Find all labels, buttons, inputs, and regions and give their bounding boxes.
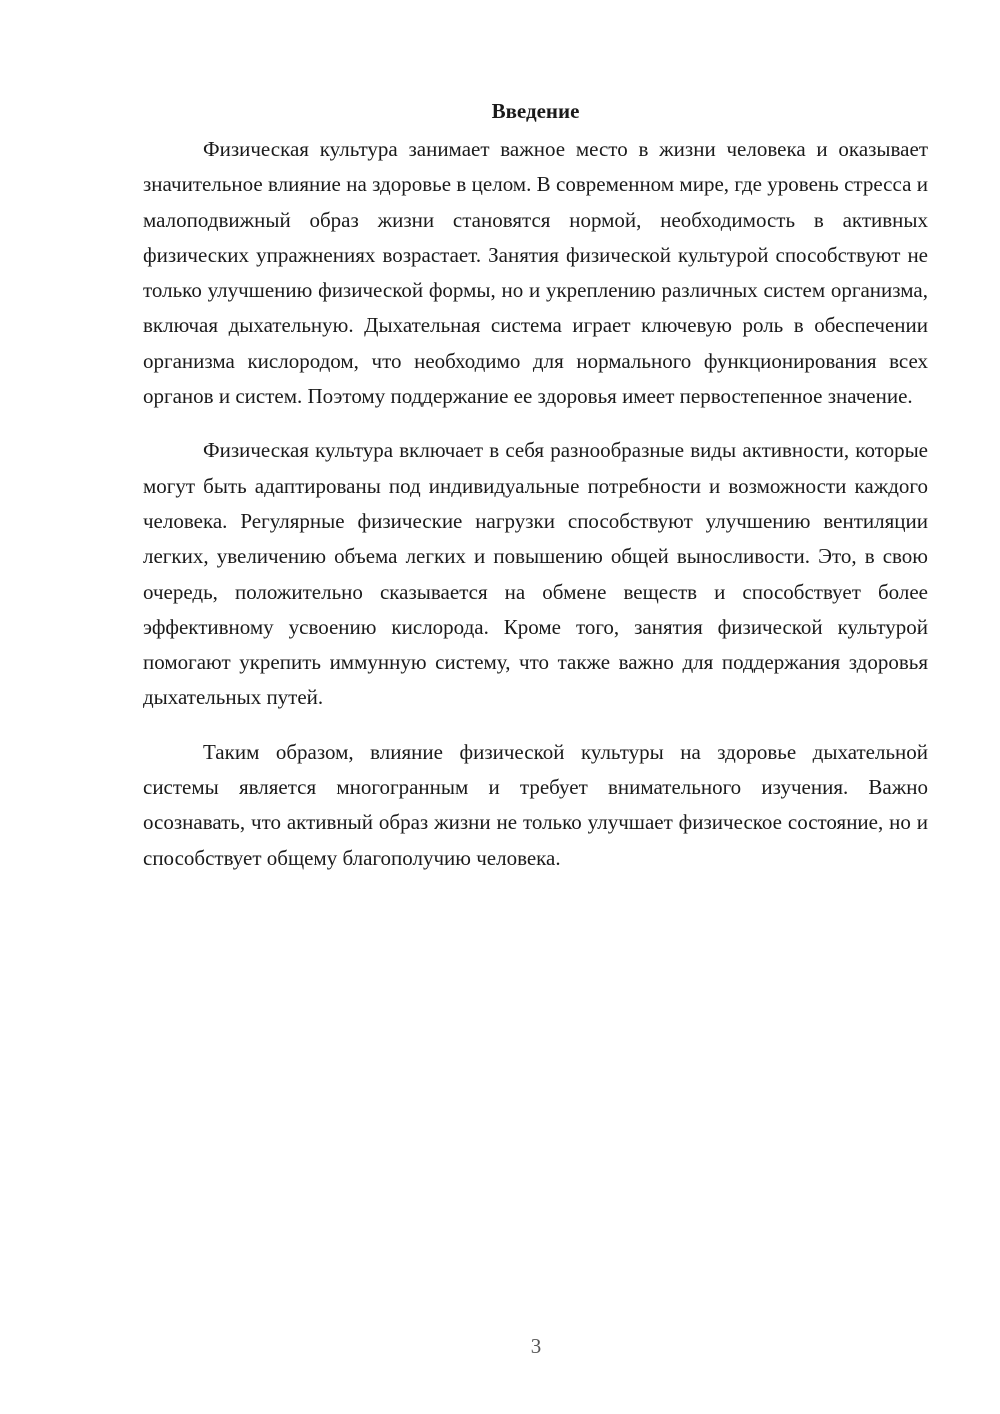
page-content — [143, 96, 928, 895]
section-heading: Введение — [491, 99, 580, 123]
paragraph-1: Физическая культура занимает важное место в жизни человека и оказывает значительное влияние на здоровье в целом. В современном мире, где уровень стресса и малоподвижный образ жизни становятся нормой, необходимость в активных физических упражнениях возрастает. Занятия физической культурой способствуют не только улучшению физической формы, но и укреплению различных систем организма, включая дыхательную. Дыхательная система играет ключевую роль в обеспечении организма кислородом, что необходимо для нормального функционирования всех органов и систем. Поэтому поддержание ее здоровья имеет первостепенное значение. — [143, 137, 928, 409]
paragraph-2: Физическая культура включает в себя разнообразные виды активности, которые могут быть адаптированы под индивидуальные потребности и возможности каждого человека. Регулярные физические нагрузки способствуют улучшению вентиляции легких, увеличению объема легких и повышению общей выносливости. Это, в свою очередь, положительно сказывается на обмене веществ и способствует более эффективному усвоению кислорода. Кроме того, занятия физической культурой помогают укрепить иммунную систему, что также важно для поддержания здоровья дыхательных путей. — [143, 438, 928, 710]
paragraph-3: Таким образом, влияние физической культуры на здоровье дыхательной системы является многогранным и требует внимательного изучения. Важно осознавать, что активный образ жизни не только улучшает физическое состояние, но и способствует общему благополучию человека. — [143, 739, 928, 870]
page-number: 3 — [530, 1334, 542, 1358]
